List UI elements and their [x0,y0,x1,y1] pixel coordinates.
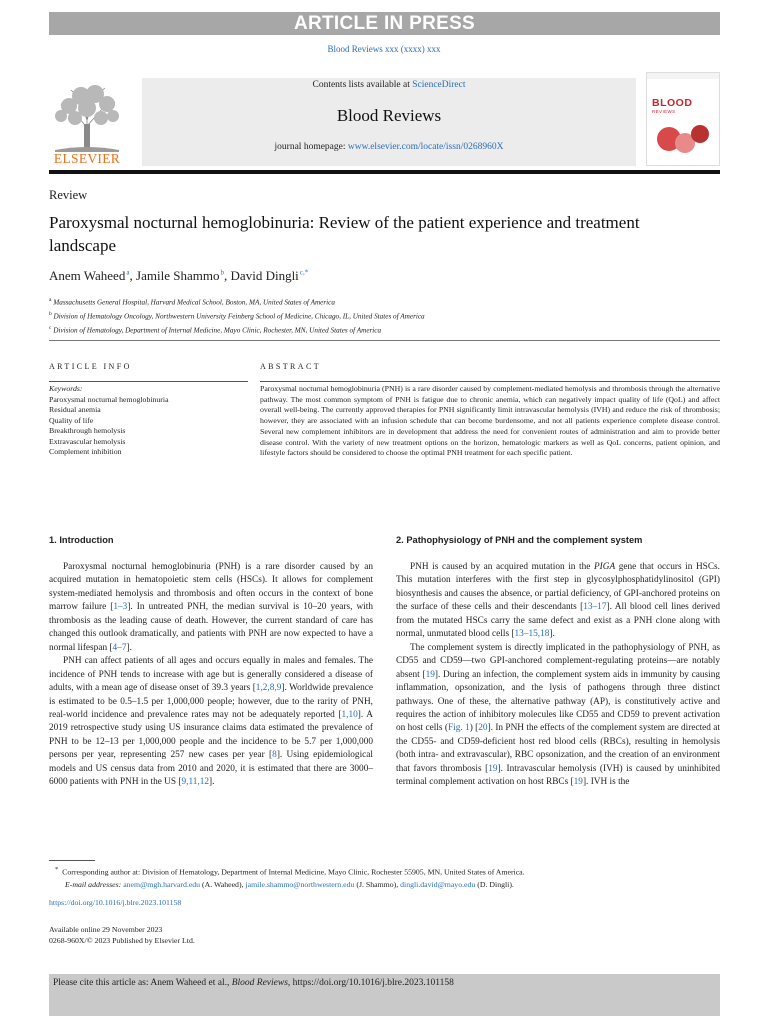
right-column-body [396,561,720,790]
reference-link[interactable]: 1–3 [113,602,128,613]
masthead-info-box [142,78,636,166]
doi-link[interactable]: https://doi.org/10.1016/j.blre.2023.101158 [49,898,182,907]
article-type: Review [49,188,88,202]
author-name[interactable]: Jamile Shammo [136,268,220,283]
keywords-label: Keywords: [49,384,83,393]
reference-link[interactable]: 13–15,18 [514,629,550,640]
body-text: PIGA [593,562,616,572]
reference-link[interactable]: Fig. 1 [447,723,470,734]
header-divider [49,340,720,341]
journal-masthead [49,72,720,168]
affiliations [49,295,425,337]
keyword-item: Extravascular hemolysis [49,436,126,446]
affiliation-item: $^a$ Massachusetts General Hospital, Harvard Medical School, Boston, MA, United States of America [49,297,335,307]
reference-link[interactable]: 9,11,12 [181,777,210,788]
cover-title: BLOOD [652,97,693,109]
article-in-press-banner: ARTICLE IN PRESS [49,12,720,35]
author-affiliation-mark[interactable]: c,* [299,268,309,277]
body-text: ]. During an infection, the complement system aids in immunity by causing inflammation, opsonization, and the lysis of pathogens through three distinct pathways. One of these, the alternative pathway (AP), is constitutively active and requires the action of inhibitory molecules like CD55 and CD59 to prevent activation on host cells ( [396,669,720,734]
body-text: ]. All blood cell lines derived from the mutated HSCs carry the same defect and exist as a PNH clone along with normal, unmutated blood cells [ [396,602,720,640]
paragraph [396,561,720,642]
body-text: PNH can affect patients of all ages and occurs equally in males and females. The incidence of PNH tends to increase with age but is generally considered a disease of adults, with a mean age of disease onset of 39.3 years [ [49,656,373,694]
body-text: ]. Intravascular hemolysis (IVH) is caused by uninhibited terminal complement activation on host RBCs [ [396,763,720,788]
body-text: ) [ [469,723,479,734]
email-link[interactable]: jamile.shammo@northwestern.edu [245,880,355,890]
keyword-item: Complement inhibition [49,447,122,456]
paragraph [49,655,373,790]
elsevier-wordmark: ELSEVIER [53,151,121,166]
homepage-link[interactable]: www.elsevier.com/locate/issn/0268960X [347,142,504,152]
reference-link[interactable]: 8 [272,750,277,761]
citation-journal: Blood Reviews [231,978,288,988]
affiliation-item: $^b$ Division of Hematology Oncology, Northwestern University Feinberg School of Medicine, Chicago, IL, United States of America [49,310,425,321]
citation-box: Please cite this article as: Anem Waheed et al., Blood Reviews, https://doi.org/10.1016/j.blre.2023.101158 [49,974,720,1016]
article-info-rule [49,381,248,382]
section-heading-introduction: 1. Introduction [49,535,114,545]
body-text: ]. In untreated PNH, the median survival is 10–20 years, with thrombosis as the leading cause of death. However, the current standard of care has changed this outlook dramatically, and patients with PNH are now expected to have a normal lifespan [ [49,602,373,653]
reference-link[interactable]: 1,2,8,9 [255,683,282,694]
corresponding-author-note: * Corresponding author at: Division of Hematology, Department of Internal Medicine, Mayo Clinic, Rochester 55905, MN, United States of America. [55,866,525,877]
author-name[interactable]: David Dingli [230,268,299,283]
reference-link[interactable]: 19 [488,763,498,774]
body-text: Paroxysmal nocturnal hemoglobinuria (PNH) is a rare disorder caused by an acquired mutation in hematopoietic stem cells (HSCs). It allows for complement system-mediated hemolysis and thrombosis and often occurs in the context of bone marrow failure [ [49,562,373,613]
body-text: ]. [549,629,555,640]
body-text: ]. A 2019 retrospective study using US insurance claims data estimated the prevalence of PNH to be 12–13 per 1,000,000 people and the incidence to be 5.7 per 1,000,000 persons per year, representing 257 new cases per year [ [49,709,373,761]
section-heading-pathophysiology: 2. Pathophysiology of PNH and the complement system [396,535,643,545]
cover-subtitle: REVIEWS [652,109,676,114]
reference-link[interactable]: 1,10 [341,709,358,720]
reference-link[interactable]: 19 [573,777,583,788]
reference-link[interactable]: 19 [425,669,435,680]
reference-link[interactable]: 13–17 [583,602,607,613]
body-text: ]. IVH is the [582,777,630,788]
reference-link[interactable]: 20 [478,723,488,734]
keyword-item: Paroxysmal nocturnal hemoglobinuria [49,394,169,404]
email-addresses: E-mail addresses: anem@mgh.harvard.edu (A. Waheed), jamile.shammo@northwestern.edu (J. Shammo), dingli.david@mayo.edu (D. Dingli). [65,880,514,890]
body-text: The complement system is directly implicated in the pathophysiology of PNH, as CD55 and CD59—two GPI-anchored complement-regulating proteins—are notably absent [ [396,642,720,680]
footnote-rule [49,860,95,861]
homepage-line: journal homepage: www.elsevier.com/locate/issn/0268960X [274,142,504,152]
keyword-item: Residual anemia [49,405,101,414]
body-text: gene that occurs in HSCs. This mutation interferes with the first step in glycosylphosphatidylinositol (GPI) biosynthesis and causes the absence, or partial deficiency, of GPI-anchored proteins on the surface of these cells and their descendants [ [396,562,720,613]
keywords-block [49,384,169,458]
author-affiliation-mark[interactable]: b [220,268,225,277]
sciencedirect-link[interactable]: ScienceDirect [412,80,466,90]
affiliation-item: $^c$ Division of Hematology, Department of Internal Medicine, Mayo Clinic, Rochester, MN, United States of America [49,324,382,335]
abstract-text: Paroxysmal nocturnal hemoglobinuria (PNH) is a rare disorder caused by complement-mediated hemolysis and thrombosis through the alternative pathway. The most common symptom of PNH is fatigue due to chronic anemia, which can negatively impact quality of life (QoL) and affect overall well-being. The currently approved therapies for PNH significantly limit intravascular hemolysis (IVH) and reduce the risk of thrombosis; however, they are associated with an infusion schedule that can become burdensome, and not all patients experience complete disease control. Several new complement inhibitors are in development that address the need for convenient routes of administration and aim to provide better disease control. With the variety of new treatment options on the horizon, hematologic markers as well as QoL concerns, patient opinion, and lifestyle factors should be considered to choose the optimal PNH treatment for each specific patient. [260,384,720,458]
body-text: ]. [209,777,215,788]
paragraph [49,561,373,655]
article-info-heading: ARTICLE INFO [49,362,132,371]
contents-line: Contents lists available at ScienceDirect [312,80,466,90]
journal-reference-link[interactable]: Blood Reviews xxx (xxxx) xxx [327,44,441,54]
journal-cover-image[interactable] [646,72,720,166]
abstract-rule [260,381,720,382]
body-text: ]. In PNH the effects of the complement system are directed at the CD55- and CD59-deficient host red blood cells (RBCs), resulting in hemolysis (both intra- and extravascular), RBC opsonization, and the creation of an environment that favors thrombosis [ [396,723,720,774]
paragraph [396,642,720,790]
cover-art [653,123,715,157]
left-column-body [49,561,373,790]
elsevier-logo[interactable] [49,80,125,166]
email-link[interactable]: anem@mgh.harvard.edu [123,880,201,890]
reference-link[interactable]: 4–7 [112,642,127,653]
abstract-heading: ABSTRACT [260,362,321,371]
keyword-item: Quality of life [49,415,94,425]
journal-title: Blood Reviews [336,106,442,125]
footnotes [49,864,720,892]
publication-info [49,925,195,947]
available-online: Available online 29 November 2023 [49,925,163,934]
body-text: ]. Worldwide prevalence is estimated to be 0.5–1.5 per 1,000,000 people; however, due to the rarity of PNH, real-world incidence and prevalence rates may not be adequately reported [ [49,683,373,720]
keyword-item: Breakthrough hemolysis [49,426,126,435]
email-link[interactable]: dingli.david@mayo.edu [400,880,476,890]
author-name[interactable]: Anem Waheed [49,268,126,283]
author-affiliation-mark[interactable]: a [126,268,130,277]
citation-doi[interactable]: , https://doi.org/10.1016/j.blre.2023.101158 [287,978,454,988]
copyright: 0268-960X/© 2023 Published by Elsevier Ltd. [49,935,195,945]
body-text: ]. [126,642,132,653]
body-text: ]. Using epidemiological models and US census data from 2010 and 2020, it is estimated that there are 3000–6000 patients with PNH in the US [ [49,750,373,788]
author-list: Anem Waheed $^a$, Jamile Shammo $^b$, David Dingli $^{c,*}$ [49,268,309,283]
article-title: Paroxysmal nocturnal hemoglobinuria: Review of the patient experience and treatment landscape [49,213,640,255]
masthead-divider [49,170,720,174]
body-text: PNH is caused by an acquired mutation in the [410,562,594,572]
